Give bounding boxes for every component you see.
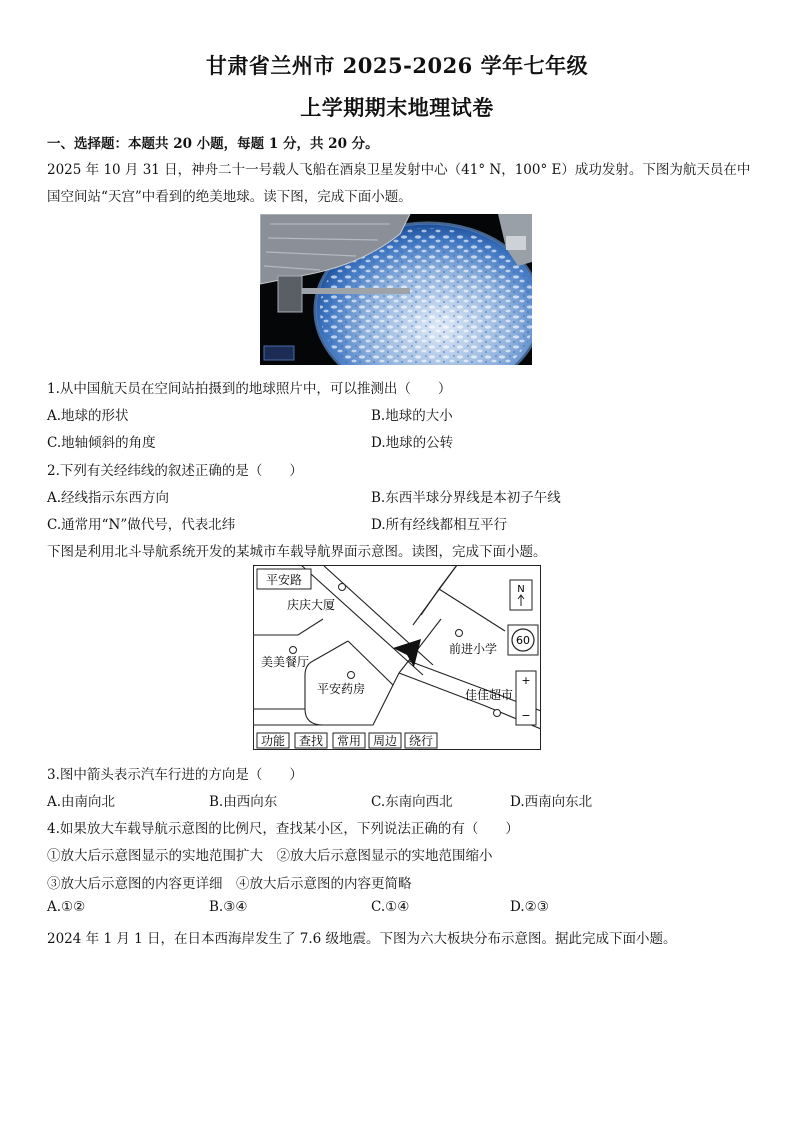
q4-statements-line2: ③放大后示意图的内容更详细 ④放大后示意图的内容更简略: [47, 876, 412, 892]
toolbar-detour-button[interactable]: 绕行: [408, 734, 434, 748]
exam-title-line1: 甘肃省兰州市 2025-2026 学年七年级: [205, 53, 589, 78]
zoom-control[interactable]: [516, 671, 536, 725]
q4-stem: 4.如果放大车载导航示意图的比例尺，查找某小区，下列说法正确的有（ ）: [47, 821, 519, 837]
section-heading: 一、选择题：本题共 20 小题，每题 1 分，共 20 分。: [47, 136, 379, 152]
q2-option-a[interactable]: A.经线指示东西方向: [47, 490, 170, 506]
q1-option-a[interactable]: A.地球的形状: [47, 408, 129, 424]
place-pharmacy-label: 平安药房: [316, 682, 366, 696]
q2-option-b[interactable]: B.东西半球分界线是本初子午线: [371, 490, 561, 506]
place-qingqing-label: 庆庆大厦: [286, 598, 336, 612]
intro1-line2: 国空间站“天宫”中看到的绝美地球。读下图，完成下面小题。: [47, 189, 412, 205]
road-name-label: 平安路: [265, 573, 303, 587]
map-toolbar: [257, 733, 437, 748]
q4-option-b[interactable]: B.③④: [209, 899, 248, 915]
zoom-in-button[interactable]: +: [521, 674, 531, 687]
svg-text:N: N: [517, 584, 525, 595]
svg-text:60: 60: [516, 634, 530, 647]
toolbar-search-button[interactable]: 查找: [298, 734, 324, 748]
zoom-out-button[interactable]: −: [521, 709, 531, 722]
q1-option-b[interactable]: B.地球的大小: [371, 408, 453, 424]
q2-option-d[interactable]: D.所有经线都相互平行: [371, 517, 508, 533]
speed-limit-sign: [508, 625, 538, 655]
toolbar-nearby-button[interactable]: 周边: [372, 734, 398, 748]
place-jiajia-label: 佳佳超市: [464, 688, 514, 702]
q4-option-c[interactable]: C.①④: [371, 899, 410, 915]
north-indicator-icon: [510, 580, 532, 610]
toolbar-frequent-button[interactable]: 常用: [336, 734, 362, 748]
place-meimei-label: 美美餐厅: [260, 655, 310, 669]
q1-option-d[interactable]: D.地球的公转: [371, 435, 454, 451]
q3-stem: 3.图中箭头表示汽车行进的方向是（ ）: [47, 767, 303, 783]
intro1-line1: 2025 年 10 月 31 日，神舟二十一号载人飞船在酒泉卫星发射中心（41° N，100° E）成功发射。下图为航天员在中: [47, 162, 751, 178]
q3-option-c[interactable]: C.东南向西北: [371, 794, 453, 810]
q2-option-c[interactable]: C.通常用“N”做代号，代表北纬: [47, 517, 236, 533]
q2-stem: 2.下列有关经纬线的叙述正确的是（ ）: [47, 463, 303, 479]
q4-option-d[interactable]: D.②③: [510, 899, 549, 915]
intro3-text: 2024 年 1 月 1 日，在日本西海岸发生了 7.6 级地震。下图为六大板块分布示意图。据此完成下面小题。: [47, 931, 677, 947]
place-qianjin-label: 前进小学: [448, 642, 498, 656]
q4-statements-line1: ①放大后示意图显示的实地范围扩大 ②放大后示意图显示的实地范围缩小: [47, 848, 493, 864]
q3-option-d[interactable]: D.西南向东北: [510, 794, 593, 810]
exam-title-line2: 上学期期末地理试卷: [300, 95, 494, 120]
earth-photo-image: [260, 214, 532, 365]
q3-option-b[interactable]: B.由西向东: [209, 794, 278, 810]
navigation-map-diagram: [253, 565, 541, 750]
intro2-text: 下图是利用北斗导航系统开发的某城市车载导航界面示意图。读图，完成下面小题。: [47, 544, 547, 560]
q4-option-a[interactable]: A.①②: [47, 899, 86, 915]
toolbar-function-button[interactable]: 功能: [260, 734, 286, 748]
q3-option-a[interactable]: A.由南向北: [47, 794, 116, 810]
q1-option-c[interactable]: C.地轴倾斜的角度: [47, 435, 156, 451]
q1-stem: 1.从中国航天员在空间站拍摄到的地球照片中，可以推测出（ ）: [47, 381, 452, 397]
